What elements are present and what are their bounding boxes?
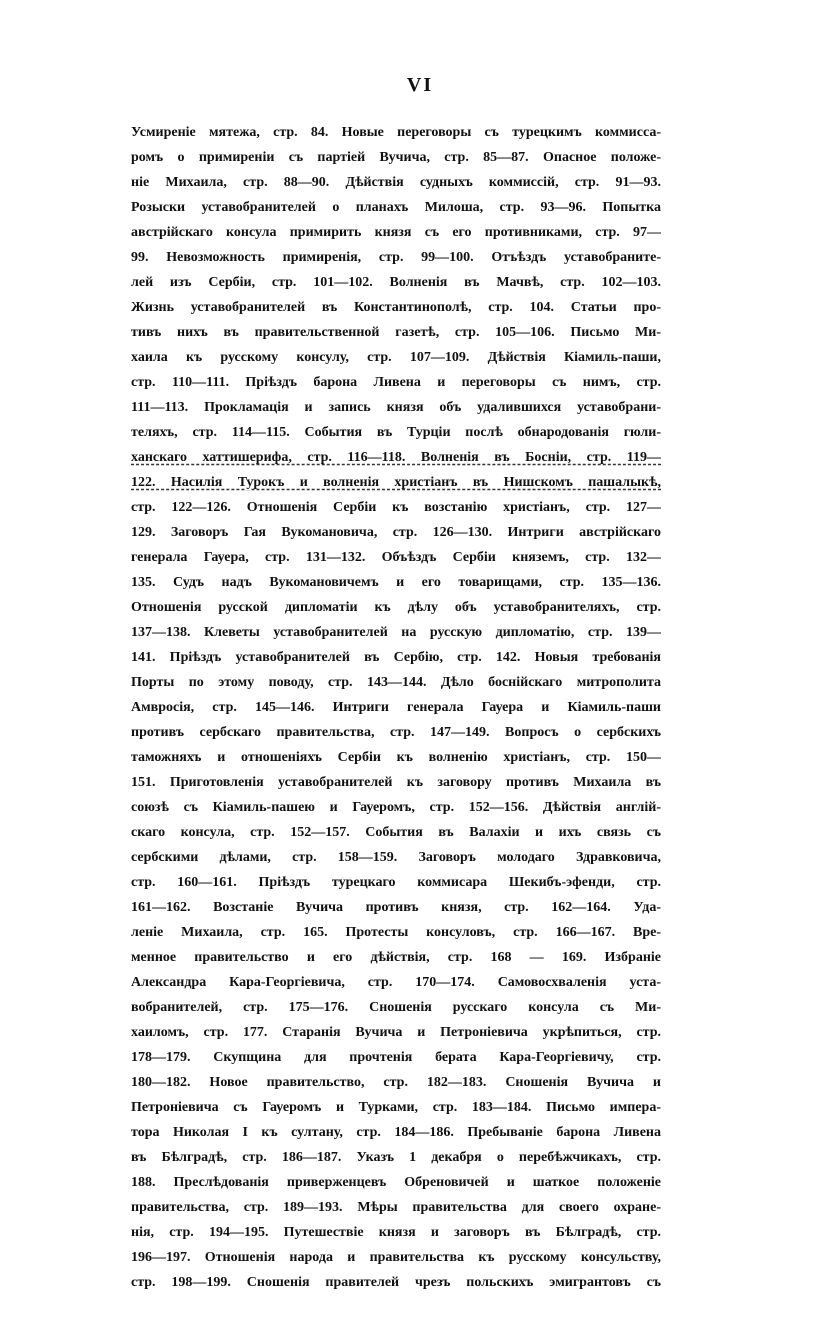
text-line: таможняхъ и отношеніяхъ Сербіи къ волненію христіанъ, стр. 150—: [131, 750, 661, 765]
text-line: нія, стр. 194—195. Путешествіе князя и заговоръ въ Бѣлградѣ, стр.: [131, 1225, 661, 1240]
text-line: 137—138. Клеветы уставобранителей на русскую дипломатію, стр. 139—: [131, 625, 661, 640]
text-line: Жизнь уставобранителей въ Константинополѣ, стр. 104. Статьи про-: [131, 300, 661, 315]
text-line: вобранителей, стр. 175—176. Сношенія русскаго консула съ Ми-: [131, 1000, 661, 1015]
text-line: тивъ нихъ въ правительственной газетѣ, стр. 105—106. Письмо Ми-: [131, 325, 661, 340]
text-line: стр. 198—199. Сношенія правителей чрезъ польскихъ эмигрантовъ съ: [131, 1275, 661, 1290]
text-line: австрійскаго консула примирить князя съ его противниками, стр. 97—: [131, 225, 661, 240]
text-line: Амвросія, стр. 145—146. Интриги генерала Гауера и Кіамиль-паши: [131, 700, 661, 715]
text-line: Петроніевича съ Гауеромъ и Турками, стр. 183—184. Письмо импера-: [131, 1100, 661, 1115]
text-line: противъ сербскаго правительства, стр. 147—149. Вопросъ о сербскихъ: [131, 725, 661, 740]
text-line: тора Николая I къ султану, стр. 184—186. Пребываніе барона Ливена: [131, 1125, 661, 1140]
body-text: [131, 120, 661, 1320]
text-line: въ Бѣлградѣ, стр. 186—187. Указъ 1 декабря о перебѣжчикахъ, стр.: [131, 1150, 661, 1165]
text-line: скаго консула, стр. 152—157. События въ Валахіи и ихъ связь съ: [131, 825, 661, 840]
text-line: Усмиреніе мятежа, стр. 84. Новые переговоры съ турецкимъ коммисса-: [131, 125, 661, 140]
text-line: 178—179. Скупщина для прочтенія берата Кара-Георгіевичу, стр.: [131, 1050, 661, 1065]
text-line: 129. Заговоръ Гая Вукомановича, стр. 126—130. Интриги австрійскаго: [131, 525, 661, 540]
text-line: стр. 122—126. Отношенія Сербіи къ возстанію христіанъ, стр. 127—: [131, 500, 661, 515]
text-line: 99. Невозможность примиренія, стр. 99—100. Отъѣздъ уставобраните-: [131, 250, 661, 265]
text-line: 188. Преслѣдованія приверженцевъ Обреновичей и шаткое положеніе: [131, 1175, 661, 1190]
text-line: правительства, стр. 189—193. Мѣры правительства для своего охране-: [131, 1200, 661, 1215]
text-line: 135. Судъ надъ Вукомановичемъ и его товарищами, стр. 135—136.: [131, 575, 661, 590]
text-line: 111—113. Прокламація и запись князя объ удалившихся уставобрани-: [131, 400, 661, 415]
text-line: хаиломъ, стр. 177. Старанія Вучича и Петроніевича укрѣпиться, стр.: [131, 1025, 661, 1040]
text-line: Отношенія русской дипломатіи къ дѣлу объ уставобранителяхъ, стр.: [131, 600, 661, 615]
text-line: Розыски уставобранителей о планахъ Милоша, стр. 93—96. Попытка: [131, 200, 661, 215]
text-line: менное правительство и его дѣйствія, стр. 168 — 169. Избраніе: [131, 950, 661, 965]
text-line-underlined: 122. Насилія Турокъ и волненія христіанъ въ Нишскомъ пашалыкѣ,: [131, 475, 661, 490]
text-line: стр. 110—111. Пріѣздъ барона Ливена и переговоры съ нимъ, стр.: [131, 375, 661, 390]
text-line: стр. 160—161. Пріѣздъ турецкаго коммисара Шекибъ-эфенди, стр.: [131, 875, 661, 890]
text-line: лей изъ Сербіи, стр. 101—102. Волненія въ Мачвѣ, стр. 102—103.: [131, 275, 661, 290]
text-line: 151. Приготовленія уставобранителей къ заговору противъ Михаила въ: [131, 775, 661, 790]
text-line-underlined: ханскаго хаттишерифа, стр. 116—118. Волненія въ Босніи, стр. 119—: [131, 450, 661, 465]
text-line: Порты по этому поводу, стр. 143—144. Дѣло боснійскаго митрополита: [131, 675, 661, 690]
text-line: 180—182. Новое правительство, стр. 182—183. Сношенія Вучича и: [131, 1075, 661, 1090]
text-line: теляхъ, стр. 114—115. События въ Турціи послѣ обнародованія гюли-: [131, 425, 661, 440]
text-line: ромъ о примиреніи съ партіей Вучича, стр. 85—87. Опасное положе-: [131, 150, 661, 165]
text-line: хаила къ русскому консулу, стр. 107—109. Дѣйствія Кіамиль-паши,: [131, 350, 661, 365]
text-line: леніе Михаила, стр. 165. Протесты консуловъ, стр. 166—167. Вре-: [131, 925, 661, 940]
text-line: ніе Михаила, стр. 88—90. Дѣйствія судныхъ коммиссій, стр. 91—93.: [131, 175, 661, 190]
text-line: 196—197. Отношенія народа и правительства къ русскому консульству,: [131, 1250, 661, 1265]
text-line: генерала Гауера, стр. 131—132. Объѣздъ Сербіи княземъ, стр. 132—: [131, 550, 661, 565]
text-line: союзѣ съ Кіамиль-пашею и Гауеромъ, стр. 152—156. Дѣйствія англій-: [131, 800, 661, 815]
text-line: [131, 1295, 661, 1320]
text-line: сербскими дѣлами, стр. 158—159. Заговоръ молодаго Здравковича,: [131, 850, 661, 865]
page-number: VI: [406, 74, 434, 96]
text-line: Александра Кара-Георгіевича, стр. 170—174. Самовосхваленія уста-: [131, 975, 661, 990]
text-line: 141. Пріѣздъ уставобранителей въ Сербію, стр. 142. Новыя требованія: [131, 650, 661, 665]
text-line: 161—162. Возстаніе Вучича противъ князя, стр. 162—164. Уда-: [131, 900, 661, 915]
